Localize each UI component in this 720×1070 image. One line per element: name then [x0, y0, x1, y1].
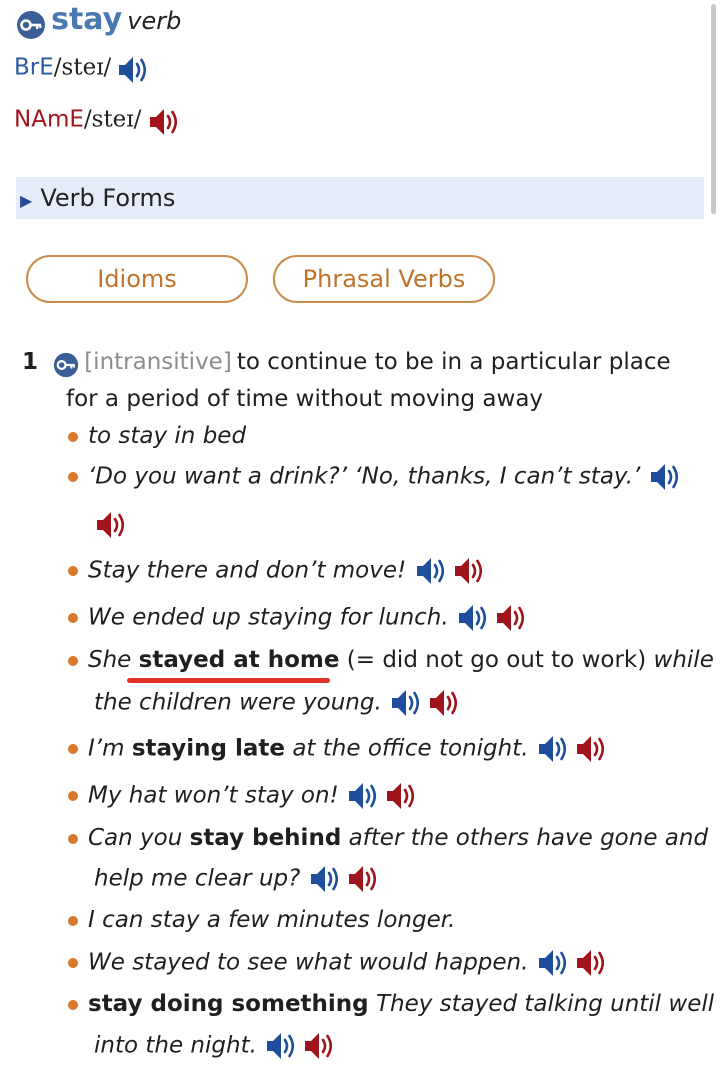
- oxford-key-icon: [53, 352, 79, 378]
- definition-line1: to continue to be in a particular place: [236, 349, 671, 375]
- american-audio-icon[interactable]: [452, 553, 490, 589]
- example: Stay there and don’t move!: [68, 553, 490, 589]
- definition-line2: for a period of time without moving away: [66, 386, 544, 412]
- name-ipa: /steɪ/: [83, 106, 142, 133]
- collocation: stay behind: [189, 825, 342, 851]
- american-audio-icon[interactable]: [94, 507, 132, 543]
- american-audio-icon[interactable]: [574, 731, 612, 767]
- british-audio-icon[interactable]: [414, 553, 452, 589]
- sense-1-line1: [22, 349, 671, 378]
- american-audio-icon[interactable]: [494, 600, 532, 636]
- example: She stayed at home (= did not go out to work) while: [68, 647, 714, 673]
- verb-forms-toggle[interactable]: [16, 177, 704, 219]
- british-audio-icon[interactable]: [389, 685, 427, 721]
- american-audio-icon[interactable]: [346, 861, 384, 897]
- bullet-icon: [68, 916, 78, 926]
- verb-forms-label: Verb Forms: [40, 184, 176, 212]
- bullet-icon: [68, 566, 78, 576]
- gloss: (= did not go out to work): [339, 647, 647, 673]
- american-audio-icon[interactable]: [384, 778, 422, 814]
- pron-name: [14, 104, 185, 140]
- bullet-icon: [68, 958, 78, 968]
- highlight-underline: [127, 678, 330, 683]
- british-audio-icon[interactable]: [648, 459, 686, 495]
- bre-ipa: /steɪ/: [53, 54, 112, 81]
- sense-number: 1: [22, 349, 39, 375]
- bullet-icon: [68, 744, 78, 754]
- example-continuation: help me clear up?: [94, 861, 384, 897]
- bullet-icon: [68, 834, 78, 844]
- grammar-label: [intransitive]: [84, 349, 232, 375]
- british-audio-icon[interactable]: [264, 1028, 302, 1064]
- bullet-icon: [68, 472, 78, 482]
- example: Can you stay behind after the others have gone and: [68, 825, 708, 851]
- british-audio-icon[interactable]: [308, 861, 346, 897]
- pattern-label: stay doing something: [88, 991, 369, 1017]
- american-audio-icon[interactable]: [427, 685, 465, 721]
- bullet-icon: [68, 791, 78, 801]
- bre-audio-icon[interactable]: [116, 52, 154, 88]
- part-of-speech: verb: [127, 7, 182, 35]
- collocation: staying late: [131, 735, 286, 762]
- idioms-button[interactable]: Idioms: [26, 255, 248, 303]
- entry-header: [16, 2, 181, 42]
- bullet-icon: [68, 1000, 78, 1010]
- british-audio-icon[interactable]: [346, 778, 384, 814]
- british-audio-icon[interactable]: [536, 731, 574, 767]
- bullet-icon: [68, 432, 78, 442]
- example: ‘Do you want a drink?’ ‘No, thanks, I can’t stay.’: [68, 459, 686, 495]
- american-audio-icon[interactable]: [302, 1028, 340, 1064]
- example: to stay in bed: [68, 423, 246, 449]
- bullet-icon: [68, 656, 78, 666]
- oxford-key-icon: [16, 10, 46, 40]
- british-audio-icon[interactable]: [456, 600, 494, 636]
- example-continuation: into the night.: [94, 1028, 340, 1064]
- example: We stayed to see what would happen.: [68, 945, 612, 981]
- name-audio-icon[interactable]: [147, 104, 185, 140]
- example: stay doing something They stayed talking until well: [68, 991, 714, 1017]
- expand-triangle-icon: ▶: [20, 191, 33, 210]
- example-continuation: the children were young.: [94, 685, 465, 721]
- example: We ended up staying for lunch.: [68, 600, 532, 636]
- example: I’m staying late at the office tonight.: [68, 731, 612, 767]
- british-audio-icon[interactable]: [536, 945, 574, 981]
- scrollbar[interactable]: [711, 4, 716, 214]
- bullet-icon: [68, 613, 78, 623]
- phrasal-verbs-button[interactable]: Phrasal Verbs: [273, 255, 495, 303]
- headword: stay: [51, 2, 123, 37]
- bre-label: BrE: [14, 54, 54, 81]
- example-audio-row: [94, 507, 132, 543]
- american-audio-icon[interactable]: [574, 945, 612, 981]
- example: My hat won’t stay on!: [68, 778, 422, 814]
- name-label: NAmE: [14, 106, 84, 133]
- pron-bre: [14, 52, 154, 88]
- example: I can stay a few minutes longer.: [68, 907, 455, 933]
- collocation: stayed at home: [138, 647, 340, 673]
